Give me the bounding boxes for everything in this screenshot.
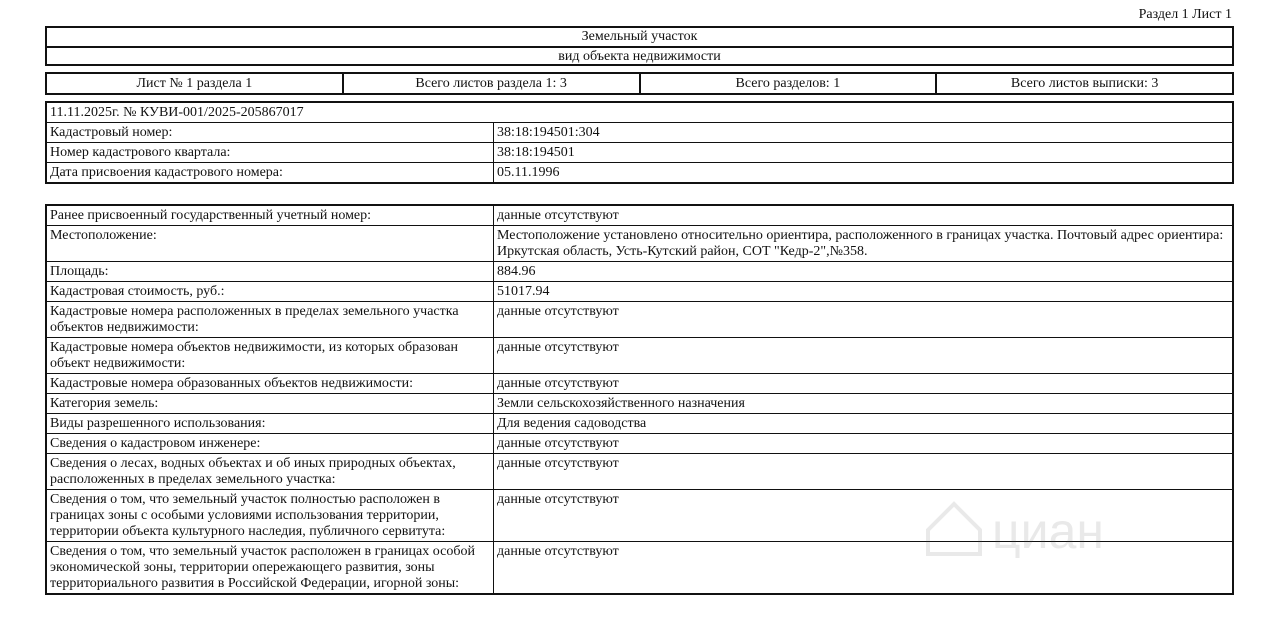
object-type: Земельный участок: [581, 29, 698, 44]
field-label: Площадь:: [47, 262, 494, 281]
field-value: данные отсутствуют: [497, 208, 619, 223]
table-row: [47, 337, 1232, 373]
field-label: Кадастровые номера объектов недвижимости, из которых образован объект недвижимости:: [47, 338, 494, 373]
house-icon: [928, 504, 980, 554]
table-row: [47, 413, 1232, 433]
field-value: данные отсутствуют: [497, 456, 619, 471]
basic-info-table: [45, 101, 1234, 184]
section-sheets-total: Всего листов раздела 1: 3: [342, 74, 639, 93]
section-sheet-label: Раздел 1 Лист 1: [1138, 7, 1232, 22]
field-label: Сведения о кадастровом инженере:: [47, 434, 494, 453]
cadastral-quarter: 38:18:194501: [497, 145, 575, 160]
table-row: [47, 261, 1232, 281]
field-label: Кадастровая стоимость, руб.:: [47, 282, 494, 301]
table-row: [47, 162, 1232, 182]
table-row: [47, 373, 1232, 393]
table-row: [47, 301, 1232, 337]
field-value: данные отсутствуют: [497, 492, 619, 507]
sheet-info-table: [45, 72, 1234, 95]
field-label: Категория земель:: [47, 394, 494, 413]
field-label: Кадастровый номер:: [47, 123, 494, 142]
area-value: 884.96: [497, 264, 536, 279]
cadastral-number: 38:18:194501:304: [497, 125, 600, 140]
table-row: [47, 206, 1232, 225]
sheet-number: Лист № 1 раздела 1: [136, 76, 253, 91]
field-label: Кадастровые номера образованных объектов недвижимости:: [47, 374, 494, 393]
object-kind-label: вид объекта недвижимости: [47, 46, 1232, 66]
field-label: Ранее присвоенный государственный учетный номер:: [47, 206, 494, 225]
field-value: данные отсутствуют: [497, 436, 619, 451]
table-row: [47, 393, 1232, 413]
location-value: Местоположение установлено относительно ориентира, расположенного в границах участка. Почтовый адрес ориентира: Иркутская область, Усть-Кутский район, СОТ "Кедр-2",№358.: [497, 228, 1224, 259]
table-row: [47, 225, 1232, 261]
field-label: Сведения о лесах, водных объектах и об иных природных объектах, расположенных в пределах земельного участка:: [47, 454, 494, 489]
field-label: Местоположение:: [47, 226, 494, 261]
land-category: Земли сельскохозяйственного назначения: [497, 396, 745, 411]
object-type-table: [45, 26, 1234, 66]
assignment-date: 05.11.1996: [497, 165, 560, 180]
table-row: [47, 433, 1232, 453]
field-label: Дата присвоения кадастрового номера:: [47, 163, 494, 182]
table-row: [47, 142, 1232, 162]
cadastral-value: 51017.94: [497, 284, 550, 299]
table-row: [47, 453, 1232, 489]
watermark-text: циан: [992, 503, 1104, 559]
field-label: Виды разрешенного использования:: [47, 414, 494, 433]
field-value: данные отсутствуют: [497, 340, 619, 355]
table-row: [47, 122, 1232, 142]
permitted-use: Для ведения садоводства: [497, 416, 647, 431]
extract-sheets-total: Всего листов выписки: 3: [935, 74, 1232, 93]
document-reference: 11.11.2025г. № КУВИ-001/2025-205867017: [50, 105, 304, 120]
field-label: Сведения о том, что земельный участок расположен в границах особой экономической зоны, территории опережающего развития, зоны территориального развития в Российской Федерации, игорной зоны:: [47, 542, 494, 593]
field-value: данные отсутствуют: [497, 544, 619, 559]
cian-watermark: [920, 492, 1160, 562]
field-value: данные отсутствуют: [497, 304, 619, 319]
field-value: данные отсутствуют: [497, 376, 619, 391]
table-row: [47, 281, 1232, 301]
sections-total: Всего разделов: 1: [639, 74, 936, 93]
field-label: Кадастровые номера расположенных в пределах земельного участка объектов недвижимости:: [47, 302, 494, 337]
field-label: Сведения о том, что земельный участок полностью расположен в границах зоны с особыми условиями использования территории, территории объекта культурного наследия, публичного сервитута:: [47, 490, 494, 541]
field-label: Номер кадастрового квартала:: [47, 143, 494, 162]
